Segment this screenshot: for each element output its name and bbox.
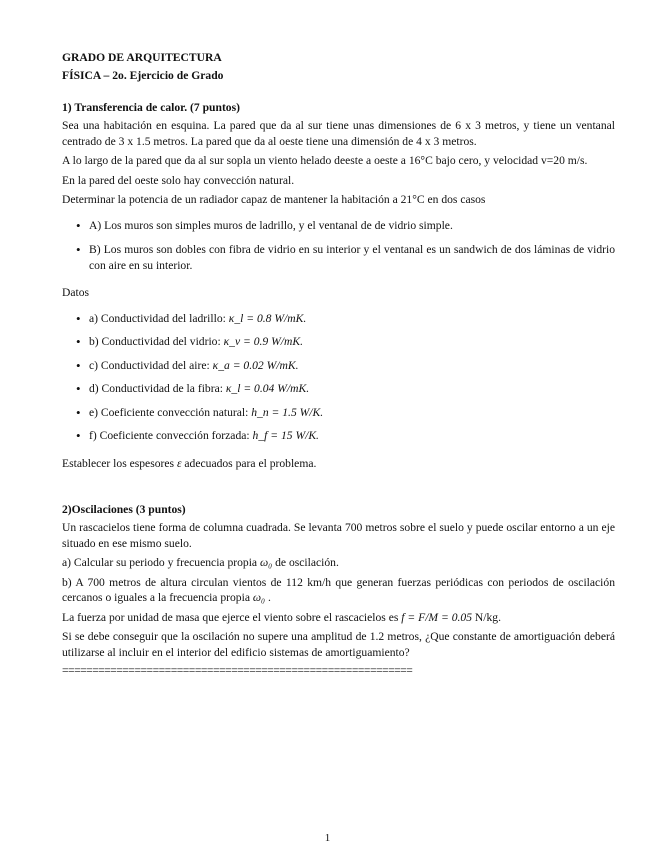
datos-item (62, 428, 615, 444)
section1-paragraph-3: En la pared del oeste solo hay convección natural. (62, 173, 295, 187)
datos-text: f) Coeficiente convección forzada: (89, 429, 253, 442)
section1-closing (62, 456, 615, 472)
datos-formula: κ_l = 0.8 W/mK. (228, 311, 307, 325)
section2-paragraph-5: Si se debe conseguir que la oscilación no supere una amplitud de 1.2 metros, ¿Que constante de amortiguación deberá utilizarse al incluir en el interior del edificio sistemas de amortiguamiento? (62, 630, 615, 659)
datos-list (62, 311, 615, 444)
datos-formula: h_f = 15 W/K. (252, 429, 319, 442)
datos-item (62, 405, 615, 421)
datos-item (62, 358, 615, 374)
case-item: • A) Los muros son simples muros de ladrillo, y el ventanal de de vidrio simple. (62, 218, 615, 234)
section-spacer (62, 475, 615, 501)
section2-paragraph-3 (62, 575, 615, 606)
datos-item (62, 311, 615, 327)
datos-item (62, 381, 615, 397)
epsilon-symbol: ε (176, 456, 182, 470)
section2-title: 2)Oscilaciones (3 puntos) (62, 503, 186, 516)
datos-formula: κ_a = 0.02 W/mK. (212, 358, 299, 372)
section1-paragraph-1: Sea una habitación en esquina. La pared que da al sur tiene unas dimensiones de 6 x 3 metros, y tiene un ventanal centrado de 3 x 1.5 metros. La pared que da al oeste tiene una dimensión de 4 x 3 metros. (62, 119, 615, 148)
datos-label: Datos (62, 286, 90, 299)
datos-formula: κ_v = 0.9 W/mK. (223, 335, 304, 348)
case-item: • B) Los muros son dobles con fibra de vidrio en su interior y el ventanal es un sandwich de dos láminas de vidrio con aire en su interior. (62, 242, 615, 273)
page-number: 1 (324, 832, 331, 844)
section2-paragraph-1: Un rascacielos tiene forma de columna cuadrada. Se levanta 700 metros sobre el suelo y puede oscilar entorno a un eje situado en ese mismo suelo. (62, 521, 615, 550)
p3-text: b) A 700 metros de altura circulan vientos de 112 km/h que generan fuerzas periódicas con periodos de oscilación cercanos o iguales a la frecuencia propia (62, 575, 615, 604)
separator-rule: ========================================================== (62, 664, 413, 677)
p4-text: La fuerza por unidad de masa que ejerce el viento sobre el rascacielos es (62, 610, 402, 624)
section1-paragraph-2: A lo largo de la pared que da al sur sopla un viento helado deeste a oeste a 16°C bajo cero, y velocidad v=20 m/s. (62, 154, 588, 167)
closing-text-end: adecuados para el problema. (181, 456, 317, 470)
datos-text: b) Conductividad del vidrio: (89, 335, 224, 348)
datos-text: d) Conductividad de la fibra: (89, 382, 226, 395)
datos-text: c) Conductividad del aire: (89, 358, 213, 372)
force-formula: f = F/M = 0.05 (401, 610, 472, 624)
section2-paragraph-2 (62, 555, 615, 571)
p2-text-end: de oscilación. (272, 556, 339, 569)
exam-page (62, 49, 615, 678)
exam-title: FÍSICA – 2o. Ejercicio de Grado (62, 69, 224, 82)
omega-symbol: ω₀ (252, 591, 266, 604)
closing-text: Establecer los espesores (62, 456, 177, 470)
p2-text: a) Calcular su periodo y frecuencia propia (62, 556, 260, 569)
datos-text: a) Conductividad del ladrillo: (89, 311, 229, 325)
p4-text-end: N/kg. (472, 610, 501, 624)
p3-text-end: . (265, 591, 271, 604)
datos-item (62, 334, 615, 350)
section1-paragraph-4: Determinar la potencia de un radiador capaz de mantener la habitación a 21°C en dos casos (62, 193, 486, 206)
section1-title: 1) Transferencia de calor. (7 puntos) (62, 101, 240, 114)
datos-formula: κ_l = 0.04 W/mK. (225, 382, 310, 395)
cases-list (62, 218, 615, 274)
omega-symbol: ω₀ (259, 556, 273, 569)
datos-text: e) Coeficiente convección natural: (89, 405, 252, 419)
section2-paragraph-4 (62, 610, 615, 626)
degree-title: GRADO DE ARQUITECTURA (62, 51, 222, 64)
datos-formula: h_n = 1.5 W/K. (251, 405, 324, 419)
